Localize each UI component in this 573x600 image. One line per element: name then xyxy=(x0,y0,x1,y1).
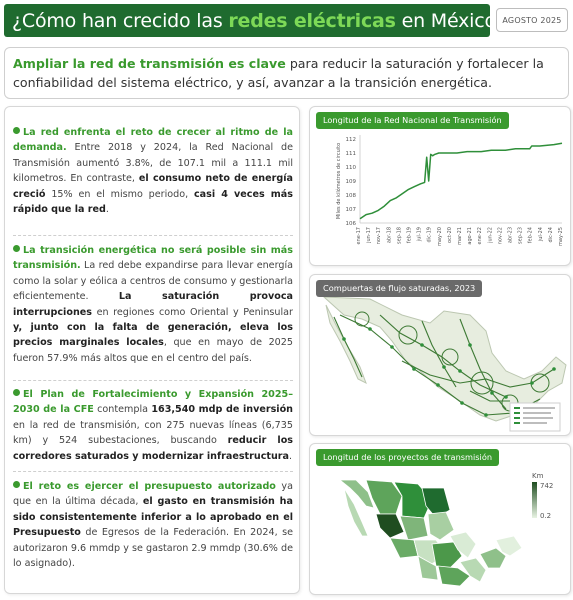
x-tick-label: sep-23 xyxy=(517,227,524,245)
x-tick-label: nov-22 xyxy=(497,227,504,245)
y-tick-label: 108 xyxy=(345,193,356,199)
x-tick-label: abr-18 xyxy=(386,227,393,244)
y-tick-label: 109 xyxy=(345,179,356,185)
intro-text: para reducir la saturación y fortalecer la confiabilidad del sistema eléctrico, y así, avanzar a la transición energética. xyxy=(13,56,544,90)
x-tick-label: may-20 xyxy=(436,227,443,246)
x-tick-label: dic-24 xyxy=(547,227,554,243)
point-budget: El reto es ejercer el presupuesto autorizado ya que en la última década, el gasto en transmisión ha sido consistentemente inferior a lo aprobado en el Presupuesto de Egresos de la Federación. En 2024, se autorizaron 9.6 mmdp y se gastaron 2.9 mmdp (30.6% de lo asignado). xyxy=(13,481,293,570)
map-title: Compuertas de flujo saturadas, 2023 xyxy=(316,280,482,297)
bullet-icon xyxy=(13,481,20,488)
y-tick-label: 106 xyxy=(345,221,356,227)
map-legend xyxy=(510,403,560,431)
saturated-gates-map-card xyxy=(309,274,571,436)
date-badge: AGOSTO 2025 xyxy=(496,8,568,32)
point-transition: La transición energética no será posible sin más transmisión. La red debe expandirse para llevar energía como la solar y eólica a centros de consumo y gestionarla eficientemente. La saturación provoca interrupciones en regiones como Oriental y Peninsular y, junto con la falta de generación, eleva los precios marginales locales, que en mayo de 2025 fueron 57.9% más altos que en el centro del país. xyxy=(13,245,293,364)
map-title: Longitud de los proyectos de transmisión xyxy=(316,449,499,466)
y-tick-label: 111 xyxy=(345,151,356,157)
bullet-icon xyxy=(13,127,20,134)
header-banner xyxy=(4,4,506,37)
series-line xyxy=(360,143,562,219)
text-panel xyxy=(4,106,300,594)
x-tick-label: mar-21 xyxy=(457,227,463,245)
x-tick-label: dic-19 xyxy=(426,227,433,243)
x-tick-label: ene-17 xyxy=(356,227,362,245)
project-length-map xyxy=(310,444,572,596)
x-tick-label: jun-17 xyxy=(366,227,373,243)
intro-highlight: Ampliar la red de transmisión es clave xyxy=(13,56,286,71)
x-tick-label: ago-21 xyxy=(467,227,474,245)
y-tick-label: 110 xyxy=(345,165,356,171)
x-tick-label: jul-24 xyxy=(537,227,544,242)
legend-max: 742 xyxy=(540,482,554,490)
divider xyxy=(13,471,293,472)
project-length-map-card xyxy=(309,443,571,595)
x-tick-label: sep-18 xyxy=(396,227,403,245)
km-legend xyxy=(532,472,553,520)
x-tick-label: abr-23 xyxy=(507,227,514,244)
saturated-gates-map xyxy=(310,275,572,437)
intro-statement xyxy=(4,47,569,99)
x-tick-label: ene-22 xyxy=(477,227,484,245)
point-cfe-plan: El Plan de Fortalecimiento y Expansión 2025–2030 de la CFE contempla 163,540 mdp de inversión en la red de transmisión, con 275 nuevas líneas (6,735 km) y 524 subestaciones, buscando reducir los corredores saturados y modernizar infraestructura. xyxy=(13,389,294,462)
x-tick-label: nov-17 xyxy=(376,227,383,245)
line-chart xyxy=(310,107,572,267)
divider xyxy=(13,235,293,236)
bullet-icon xyxy=(13,245,20,252)
divider xyxy=(13,380,293,381)
x-tick-label: feb-19 xyxy=(406,227,413,244)
legend-title: Km xyxy=(532,472,544,480)
y-tick-label: 107 xyxy=(345,207,356,213)
y-axis-label: Miles de kilómetros de circuito xyxy=(336,142,342,220)
mexico-state-shapes xyxy=(340,480,522,586)
bullet-icon xyxy=(13,389,20,396)
transmission-length-chart-card xyxy=(309,106,571,266)
x-tick-label: jul-19 xyxy=(416,227,423,242)
y-tick-label: 112 xyxy=(345,137,356,143)
chart-title: Longitud de la Red Nacional de Transmisión xyxy=(316,112,509,129)
x-tick-label: jun-22 xyxy=(487,227,494,243)
point-demand: La red enfrenta el reto de crecer al ritmo de la demanda. Entre 2018 y 2024, la Red Nacional de Transmisión aumentó 3.8%, de 107.1 mil a 111.1 mil kilometros. En contraste, el consumo neto de energía creció 15% en el mismo periodo, casi 4 veces más rápido que la red. xyxy=(13,127,293,216)
page-title: ¿Cómo han crecido las redes eléctricas en México? xyxy=(12,9,506,32)
x-tick-label: feb-24 xyxy=(527,227,534,244)
x-tick-label: may-25 xyxy=(558,227,564,246)
x-tick-label: oct-20 xyxy=(446,227,453,243)
legend-min: 0.2 xyxy=(540,512,552,520)
